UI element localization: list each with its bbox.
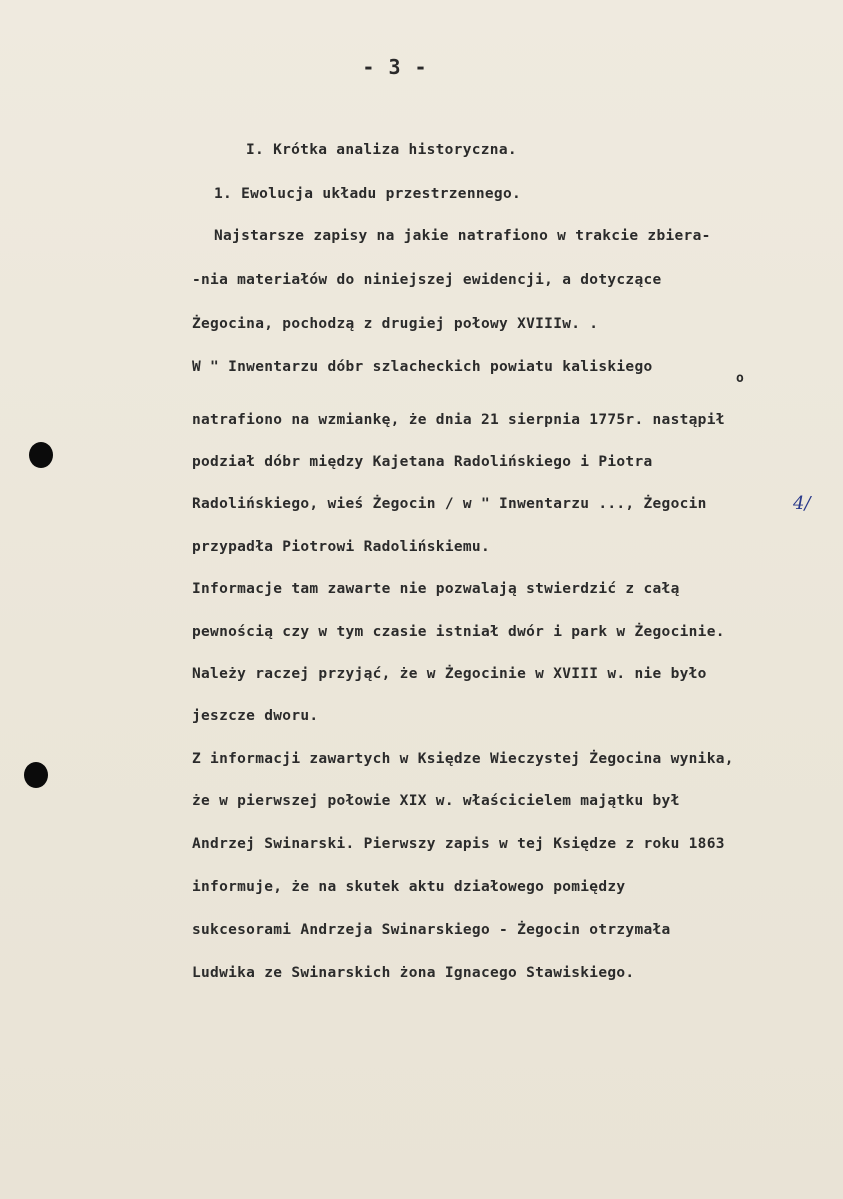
text-line-7: Radolińskiego, wieś Żegocin / w " Inwentarzu ..., Żegocin xyxy=(192,496,707,512)
text-line-2: -nia materiałów do niniejszej ewidencji, a dotyczące xyxy=(192,272,662,288)
text-line-6: podział dóbr między Kajetana Radolińskiego i Piotra xyxy=(192,454,653,470)
text-line-15: Andrzej Swinarski. Pierwszy zapis w tej Księdze z roku 1863 xyxy=(192,836,725,852)
section-heading: I. Krótka analiza historyczna. xyxy=(246,142,517,158)
text-line-4: W " Inwentarzu dóbr szlacheckich powiatu kaliskiego xyxy=(192,359,653,375)
text-line-8: przypadła Piotrowi Radolińskiemu. xyxy=(192,539,490,555)
text-line-5: natrafiono na wzmiankę, że dnia 21 sierpnia 1775r. nastąpił xyxy=(192,412,725,428)
marginal-mark: o xyxy=(736,371,744,386)
text-line-3: Żegocina, pochodzą z drugiej połowy XVIIIw. . xyxy=(192,316,599,332)
text-line-9: Informacje tam zawarte nie pozwalają stwierdzić z całą xyxy=(192,581,680,597)
text-line-11: Należy raczej przyjąć, że w Żegocinie w XVIII w. nie było xyxy=(192,666,707,682)
text-line-17: sukcesorami Andrzeja Swinarskiego - Żegocin otrzymała xyxy=(192,922,671,938)
page-number: - 3 - xyxy=(362,55,428,79)
text-line-16: informuje, że na skutek aktu działowego pomiędzy xyxy=(192,879,626,895)
section-subheading: 1. Ewolucja układu przestrzennego. xyxy=(214,186,522,202)
text-line-14: że w pierwszej połowie XIX w. właścicielem majątku był xyxy=(192,793,680,809)
text-line-12: jeszcze dworu. xyxy=(192,708,319,724)
punch-hole-lower xyxy=(24,762,48,788)
text-line-13: Z informacji zawartych w Księdze Wieczystej Żegocina wynika, xyxy=(192,751,734,767)
text-line-18: Ludwika ze Swinarskich żona Ignacego Stawiskiego. xyxy=(192,965,635,981)
text-line-10: pewnością czy w tym czasie istniał dwór i park w Żegocinie. xyxy=(192,624,725,640)
text-line-1: Najstarsze zapisy na jakie natrafiono w trakcie zbiera- xyxy=(214,228,711,244)
handwritten-annotation: 4/ xyxy=(793,493,811,514)
punch-hole-upper xyxy=(29,442,53,468)
